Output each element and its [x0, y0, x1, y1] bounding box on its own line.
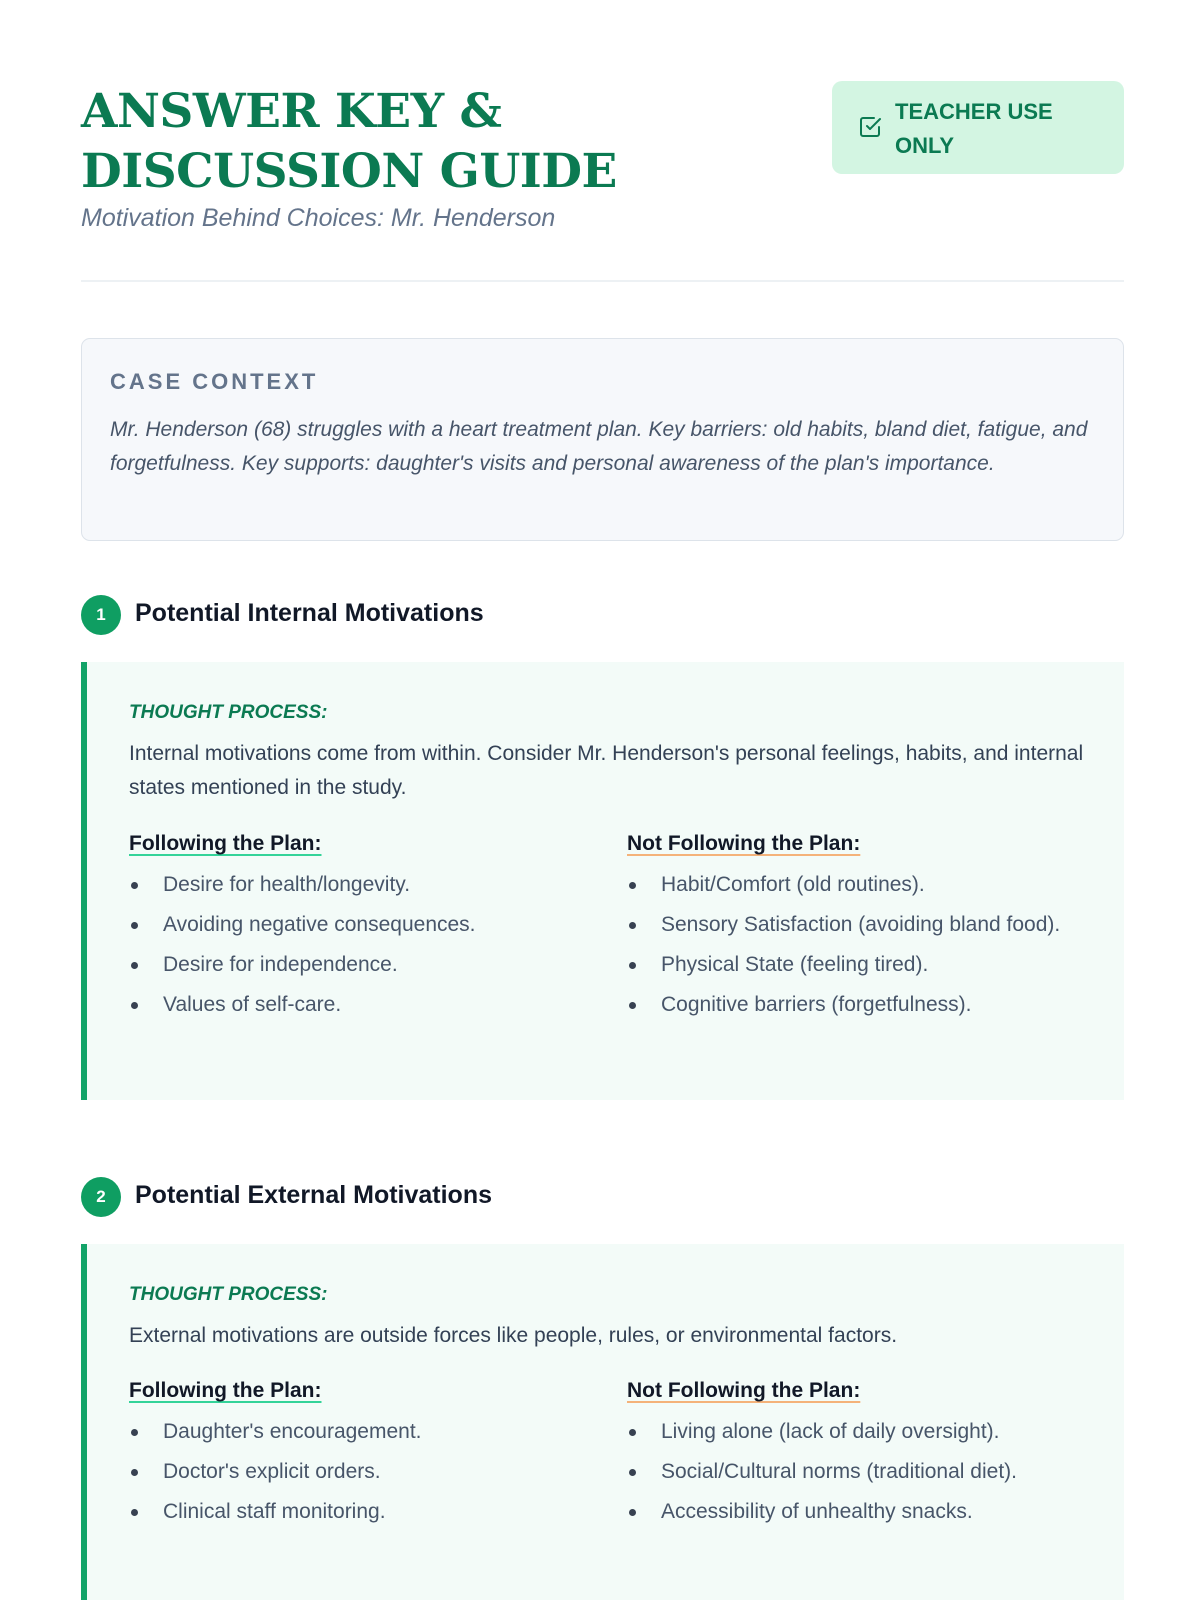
following-plan-list: [129, 868, 579, 1021]
badge-label: TEACHER USE ONLY: [895, 99, 1053, 158]
case-context-box: [81, 338, 1124, 541]
case-context-title: CASE CONTEXT: [110, 369, 319, 394]
section-card-external: [81, 1244, 1124, 1600]
following-plan-column: [129, 832, 579, 1028]
section-title: Potential Internal Motivations: [135, 599, 484, 627]
list-item: Cognitive barriers (forgetfulness).: [627, 988, 1067, 1021]
following-plan-column: [129, 1379, 579, 1535]
section-title: Potential External Motivations: [135, 1181, 493, 1209]
thought-process-label: THOUGHT PROCESS:: [129, 702, 328, 723]
list-item: Clinical staff monitoring.: [129, 1495, 579, 1528]
list-item: Doctor's explicit orders.: [129, 1455, 579, 1488]
not-following-plan-column: [627, 1379, 1097, 1535]
page-title: ANSWER KEY & DISCUSSION GUIDE: [81, 84, 617, 199]
following-plan-list: [129, 1415, 579, 1528]
section-number-badge: 2: [81, 1177, 121, 1217]
checkbox-checked-icon: [858, 115, 882, 139]
page-subtitle: Motivation Behind Choices: Mr. Henderson: [81, 204, 556, 232]
list-item: Daughter's encouragement.: [129, 1415, 579, 1448]
list-item: Values of self-care.: [129, 988, 579, 1021]
not-following-plan-heading: Not Following the Plan:: [627, 1379, 861, 1402]
section-number-badge: 1: [81, 595, 121, 635]
list-item: Sensory Satisfaction (avoiding bland food).: [627, 908, 1067, 941]
list-item: Living alone (lack of daily oversight).: [627, 1415, 1097, 1448]
case-context-text: Mr. Henderson (68) struggles with a heart treatment plan. Key barriers: old habits, bland diet, fatigue, and forgetfulness. Key supports: daughter's visits and personal awareness of the plan's importance.: [110, 418, 1088, 475]
list-item: Avoiding negative consequences.: [129, 908, 579, 941]
page-header: [81, 0, 1124, 282]
list-item: Accessibility of unhealthy snacks.: [627, 1495, 1097, 1528]
list-item: Physical State (feeling tired).: [627, 948, 1067, 981]
thought-process-text: External motivations are outside forces like people, rules, or environmental factors.: [129, 1324, 898, 1347]
thought-process-label: THOUGHT PROCESS:: [129, 1284, 328, 1305]
teacher-use-badge: [832, 81, 1124, 174]
list-item: Habit/Comfort (old routines).: [627, 868, 1067, 901]
thought-process-text: Internal motivations come from within. Consider Mr. Henderson's personal feelings, habits, and internal states mentioned in the study.: [129, 742, 1084, 799]
not-following-plan-column: [627, 832, 1067, 1028]
answer-key-page: [81, 0, 1124, 1523]
list-item: Social/Cultural norms (traditional diet).: [627, 1455, 1097, 1488]
following-plan-heading: Following the Plan:: [129, 832, 322, 855]
not-following-plan-list: [627, 1415, 1097, 1528]
not-following-plan-heading: Not Following the Plan:: [627, 832, 861, 855]
not-following-plan-list: [627, 868, 1067, 1021]
section-card-internal: [81, 662, 1124, 1100]
following-plan-heading: Following the Plan:: [129, 1379, 322, 1402]
list-item: Desire for independence.: [129, 948, 579, 981]
list-item: Desire for health/longevity.: [129, 868, 579, 901]
